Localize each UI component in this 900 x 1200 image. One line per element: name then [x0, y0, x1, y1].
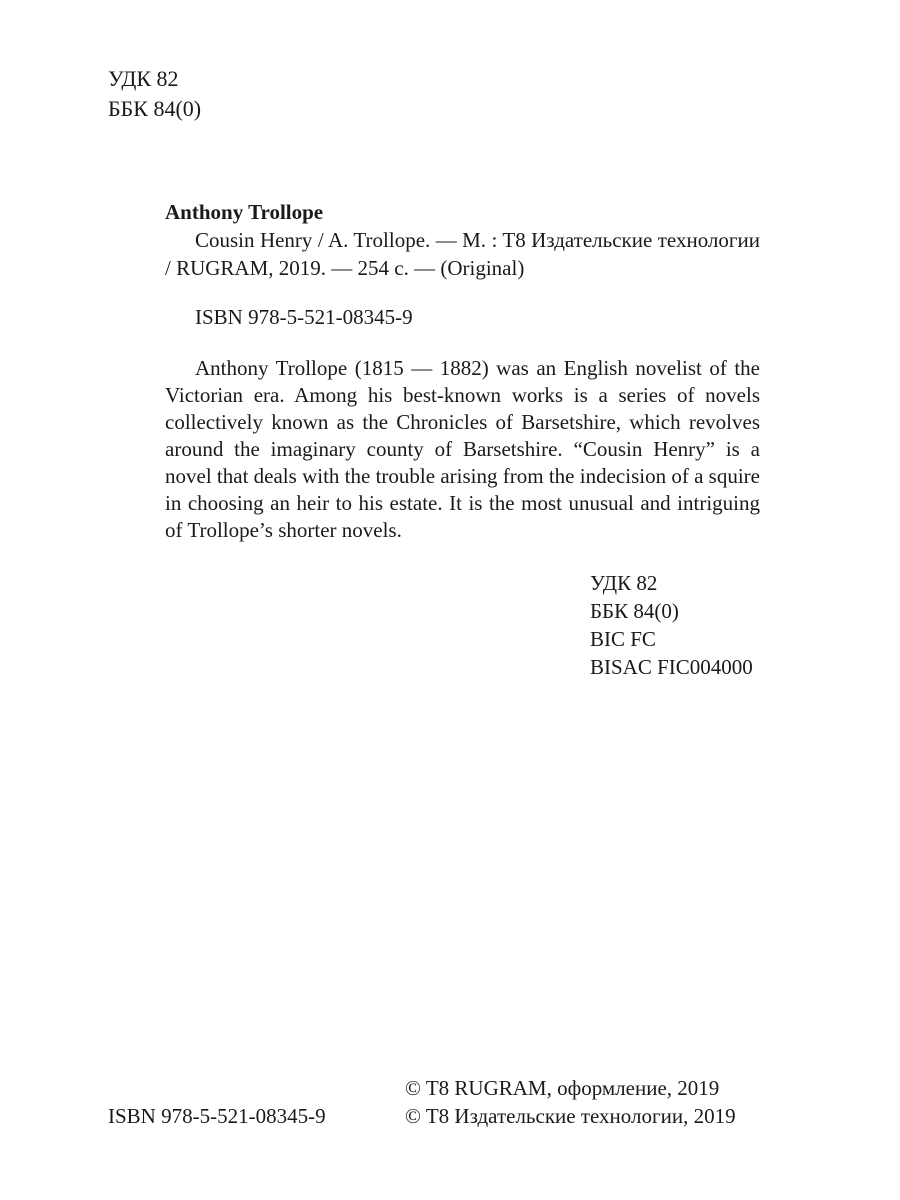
header-bbk-code: ББК 84(0) — [108, 96, 202, 121]
header-classification-codes — [108, 64, 201, 124]
record-isbn: ISBN 978-5-521-08345-9 — [195, 305, 413, 329]
bisac-code: BISAC FIC004000 — [590, 655, 753, 679]
classification-codes — [590, 569, 753, 681]
footer-isbn: ISBN 978-5-521-08345-9 — [108, 1104, 326, 1128]
bic-code: BIC FC — [590, 627, 656, 651]
bbk-code: ББК 84(0) — [590, 599, 679, 623]
author-name: Anthony Trollope — [165, 200, 324, 224]
copyright-publisher-line: © T8 Издательские технологии, 2019 — [405, 1104, 736, 1128]
udk-code: УДК 82 — [590, 571, 658, 595]
copyright-block — [405, 1074, 736, 1130]
bibliographic-citation: Cousin Henry / A. Trollope. — M. : T8 Издательские технологии / RUGRAM, 2019. — 254 с. — (Original) — [165, 228, 760, 280]
copyright-design-line: © T8 RUGRAM, оформление, 2019 — [405, 1076, 720, 1100]
book-abstract: Anthony Trollope (1815 — 1882) was an English novelist of the Victorian era. Among his best-known works is a series of novels collectively known as the Chronicles of Barsetshire, which revolves around the imaginary county of Barsetshire. “Cousin Henry” is a novel that deals with the trouble arising from the indecision of a squire in choosing an heir to his estate. It is the most unusual and intriguing of Trollope’s shorter novels. — [165, 356, 760, 542]
header-udk-code: УДК 82 — [108, 66, 179, 91]
